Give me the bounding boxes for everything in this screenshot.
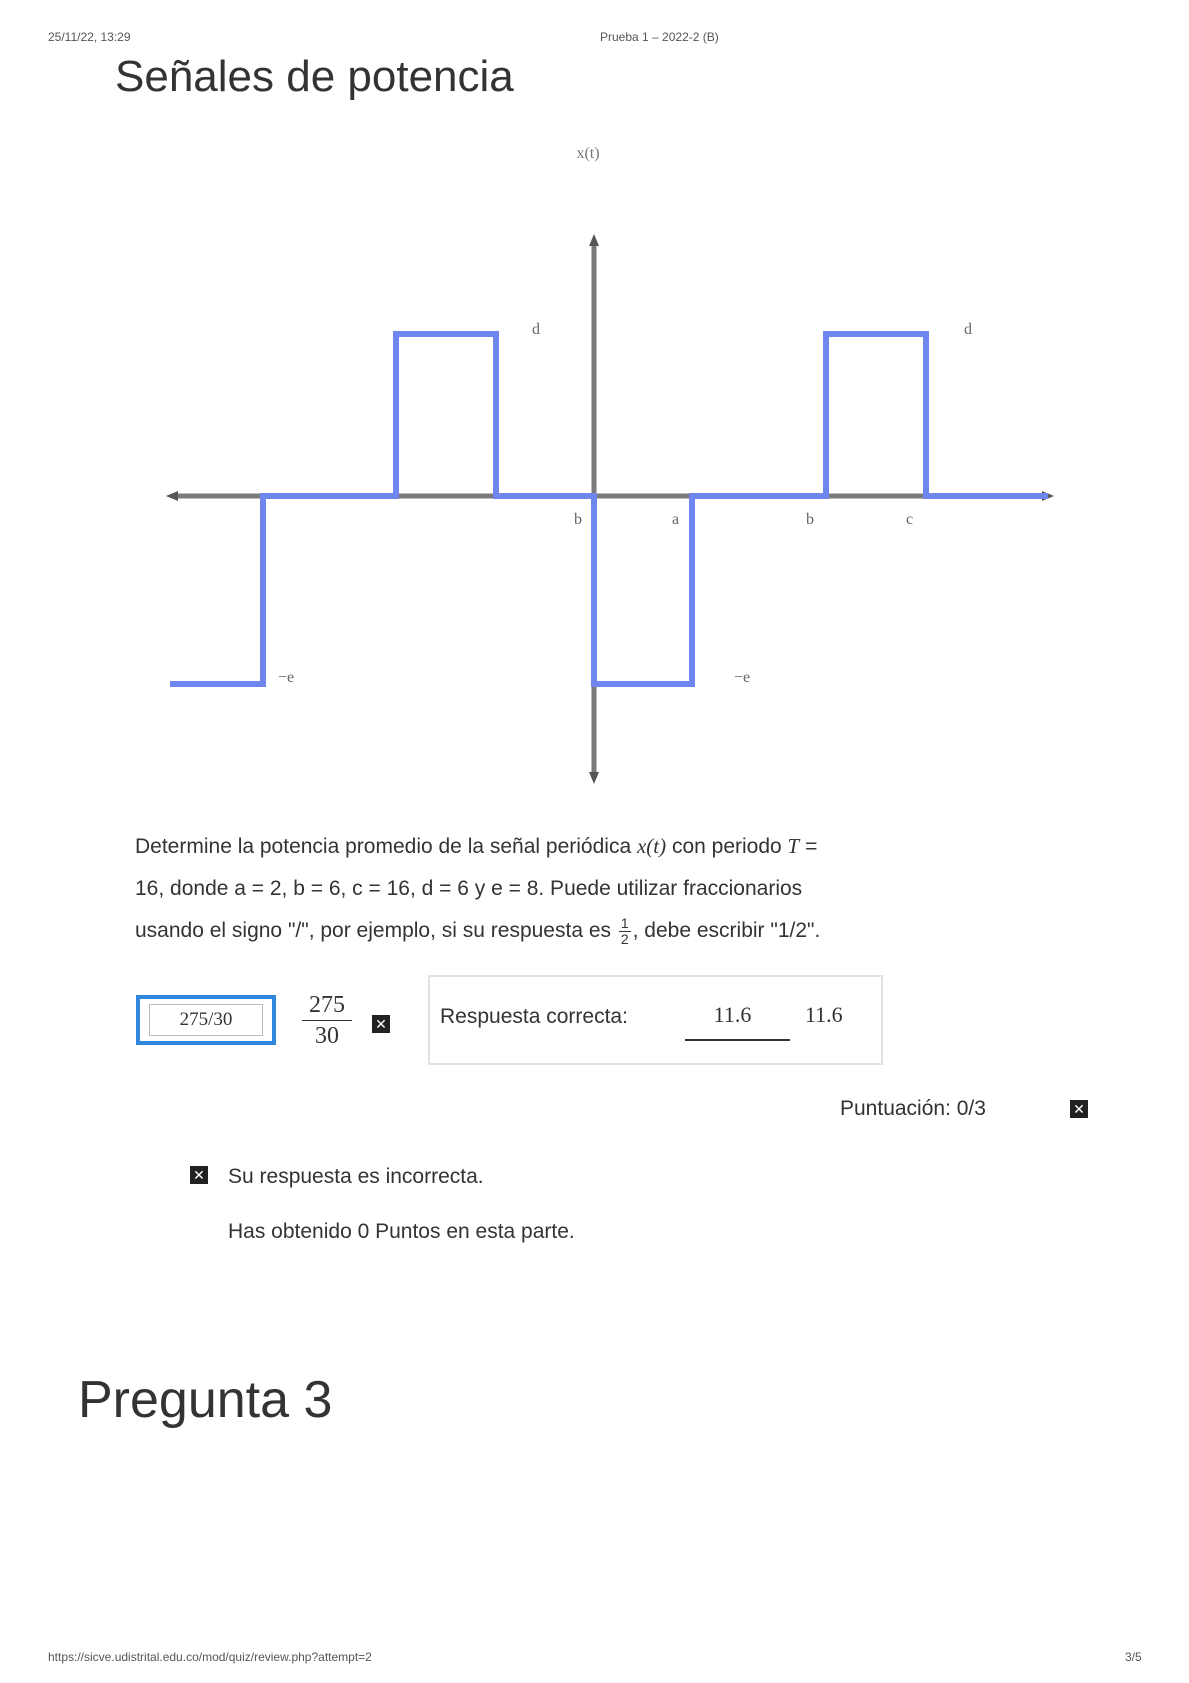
next-question-title: Pregunta 3 [78, 1371, 333, 1429]
feedback-message: Su respuesta es incorrecta. [228, 1165, 484, 1188]
tick-label-b: b [806, 511, 814, 528]
correct-answer-underline [685, 1039, 790, 1041]
fraction-numerator: 1 [620, 914, 629, 931]
footer-page-number: 3/5 [1125, 1650, 1142, 1664]
problem-text: usando el signo "/", por ejemplo, si su respuesta es [135, 919, 617, 942]
problem-statement [135, 825, 1070, 952]
answer-denominator: 30 [315, 1023, 339, 1049]
answer-input[interactable] [149, 1004, 263, 1036]
header-timestamp: 25/11/22, 13:29 [48, 30, 131, 44]
answer-numerator: 275 [302, 990, 352, 1021]
problem-line-3 [135, 910, 1070, 952]
problem-text: con periodo [666, 835, 788, 858]
level-label-e-right: −e [734, 669, 751, 686]
level-label-d-right: d [964, 321, 972, 338]
score-text: Puntuación: 0/3 [840, 1097, 986, 1120]
fraction-denominator: 2 [620, 930, 629, 947]
correct-answer-label: Respuesta correcta: [440, 1005, 628, 1028]
level-label-d-left: d [532, 321, 540, 338]
correct-answer-box [428, 975, 883, 1065]
signal-trace [170, 334, 1048, 684]
signal-plot [160, 130, 1060, 790]
y-axis-arrow-top [589, 234, 599, 246]
y-axis-arrow-bottom [589, 772, 599, 784]
problem-text: , debe escribir "1/2". [632, 919, 821, 942]
score-incorrect-icon: ✕ [1070, 1100, 1088, 1118]
answer-input-frame[interactable] [136, 995, 276, 1045]
answer-preview-fraction [302, 990, 352, 1051]
problem-text: Determine la potencia promedio de la señal periódica [135, 835, 637, 858]
correct-answer-value-alt: 11.6 [805, 1002, 843, 1027]
y-axis-label: x(t) [576, 145, 600, 162]
example-fraction [619, 916, 631, 947]
footer-url: https://sicve.udistrital.edu.co/mod/quiz/review.php?attempt=2 [48, 1650, 372, 1664]
signal-symbol: x(t) [636, 834, 667, 858]
problem-text: = [799, 835, 818, 858]
period-symbol: T [787, 834, 800, 858]
tick-label-a: a [672, 511, 680, 528]
tick-label-neg-b: b [574, 511, 582, 528]
incorrect-icon: ✕ [372, 1015, 390, 1033]
correct-answer-value: 11.6 [713, 1002, 752, 1027]
feedback-points: Has obtenido 0 Puntos en esta parte. [228, 1220, 575, 1243]
level-label-e-left: −e [278, 669, 295, 686]
section-title: Señales de potencia [115, 52, 514, 101]
x-axis-arrow-left [166, 491, 178, 501]
tick-label-c: c [906, 511, 914, 528]
problem-line-1 [135, 825, 1070, 868]
header-title: Prueba 1 – 2022-2 (B) [600, 30, 719, 44]
feedback-incorrect-icon: ✕ [190, 1166, 208, 1184]
problem-line-2: 16, donde a = 2, b = 6, c = 16, d = 6 y e = 8. Puede utilizar fraccionarios [135, 877, 803, 900]
